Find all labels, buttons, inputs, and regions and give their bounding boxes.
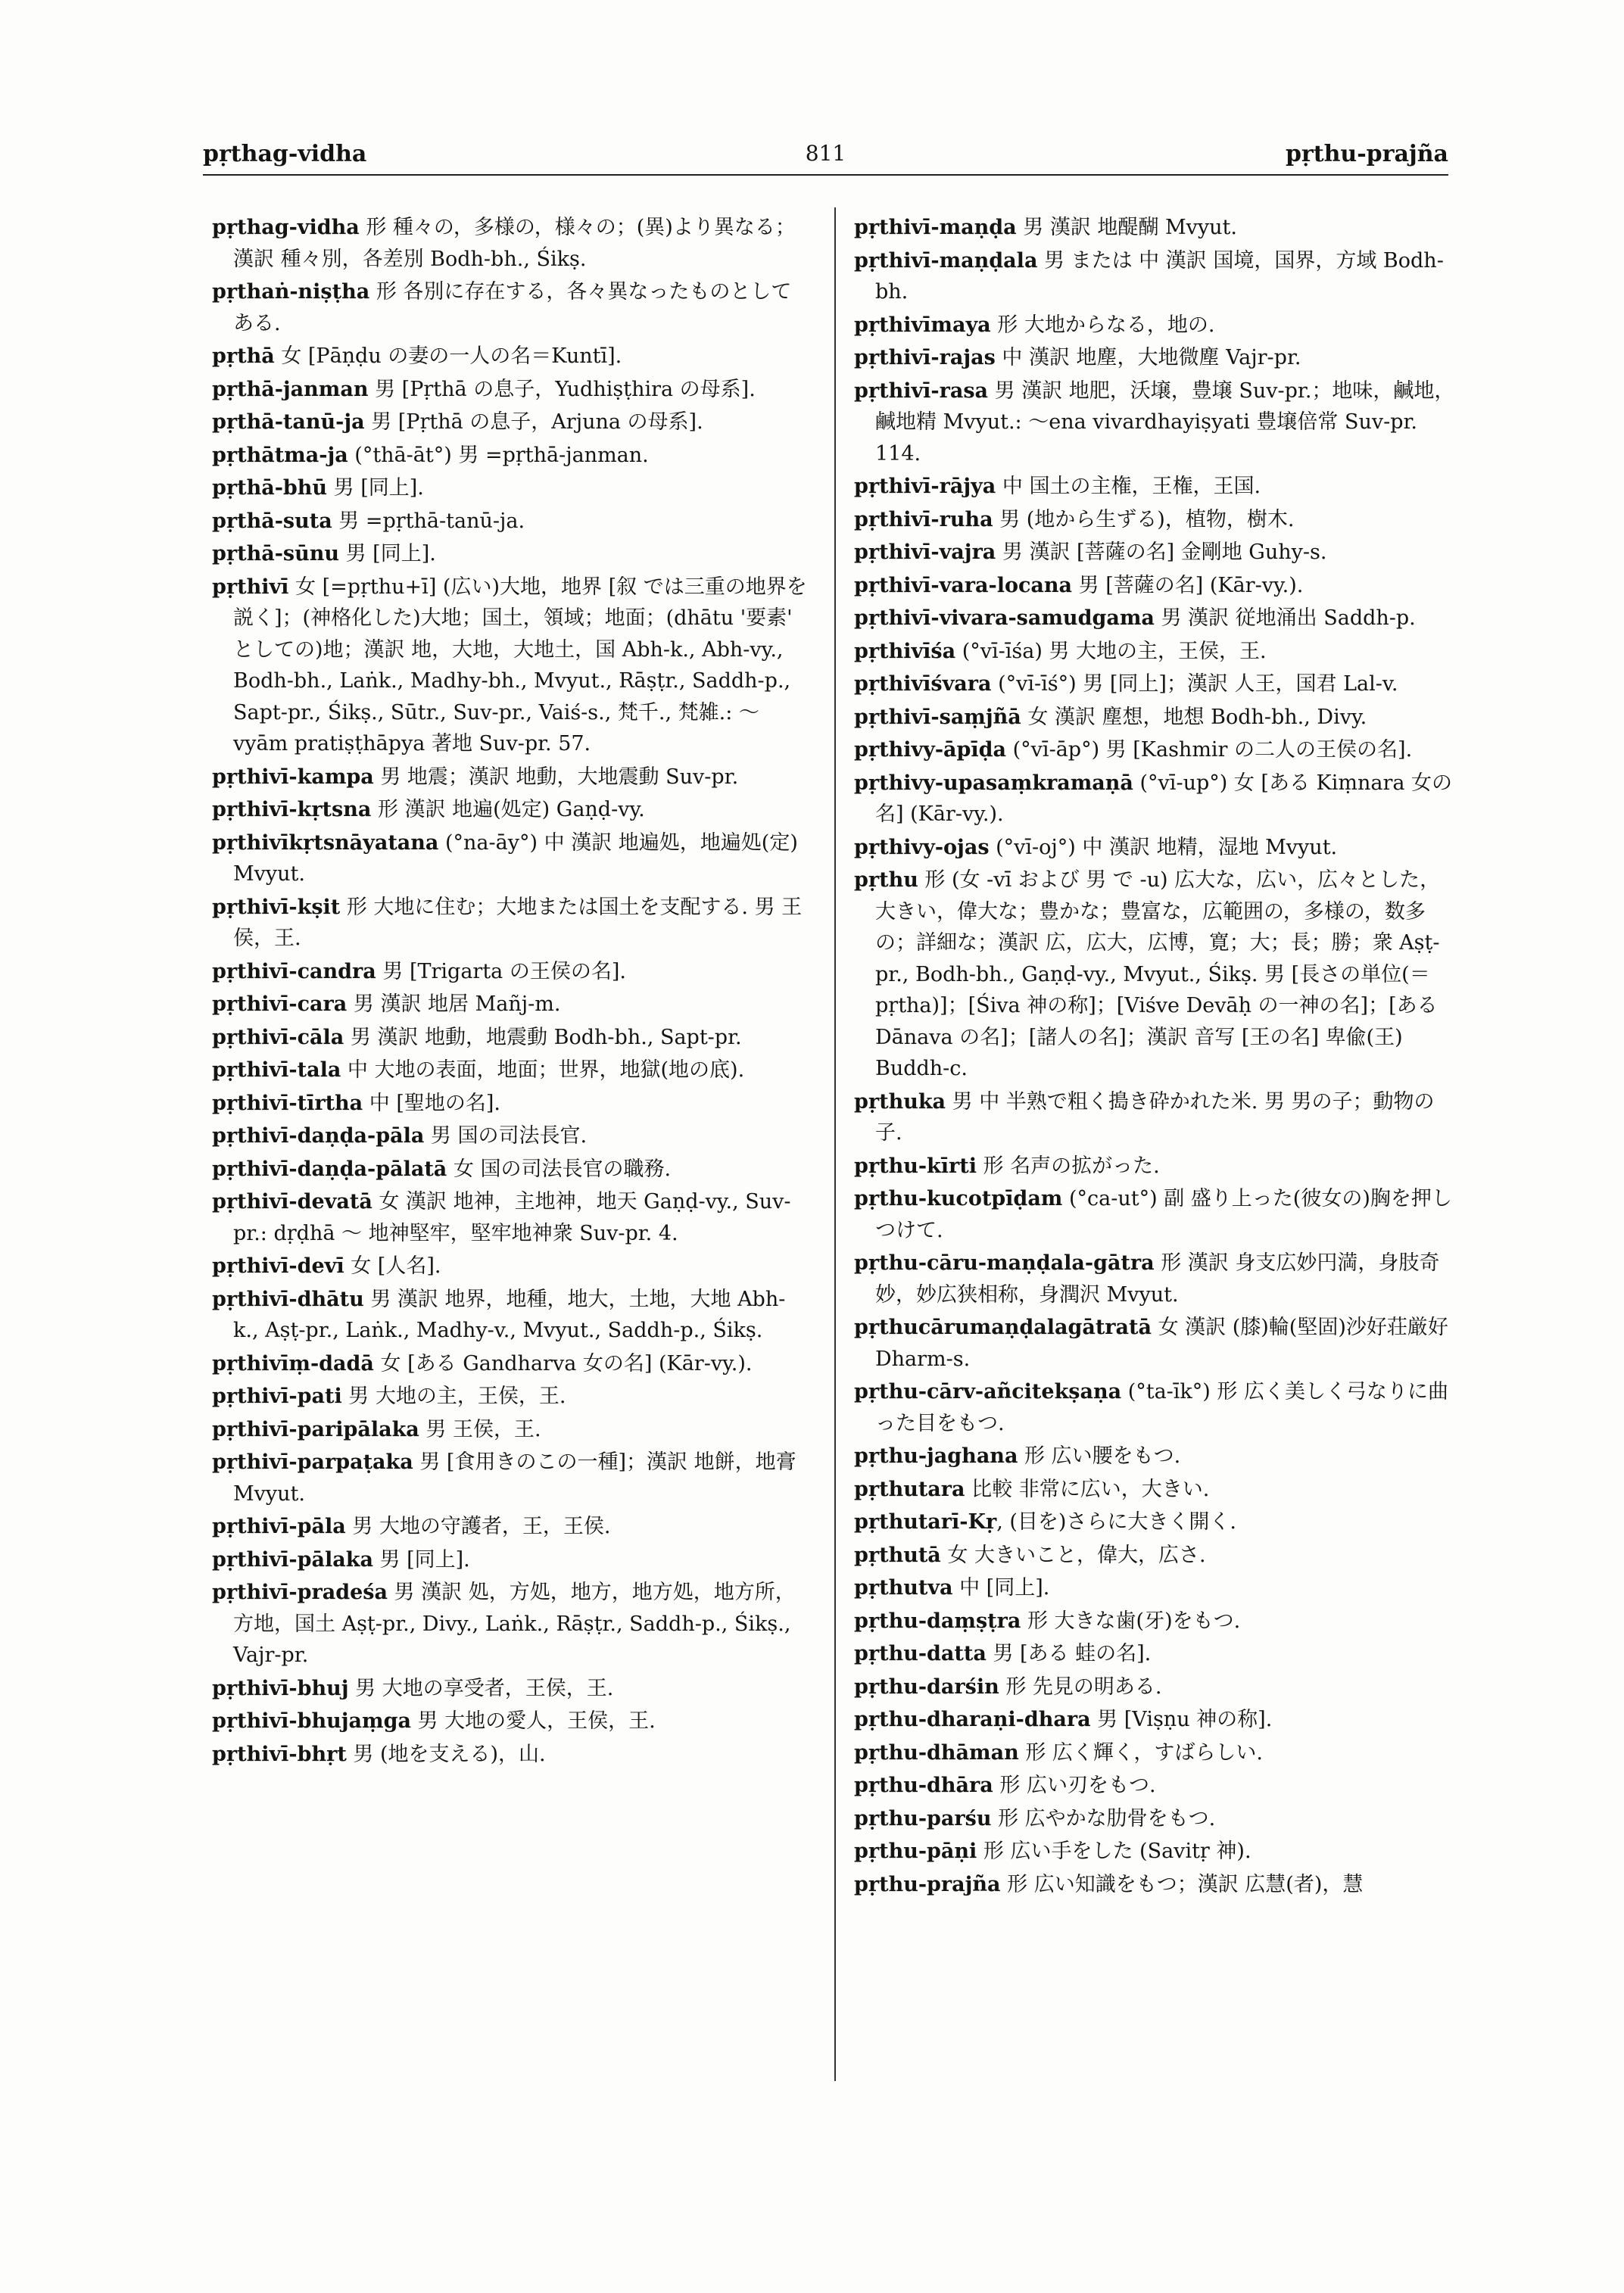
entry-definition: 男 大地の主，王侯，王. [341,1385,566,1408]
dictionary-entry [854,1803,1460,1835]
entry-definition: (°thā-āt°) 男 =pṛthā-janman. [348,443,649,467]
entry-definition: 男 [同上]. [372,1547,470,1572]
entry-headword: pṛthu-jaghana [854,1444,1018,1468]
entry-headword: pṛthivī-bhuj [212,1676,349,1700]
entry-headword: pṛthivī-dhātu [212,1287,364,1311]
entry-headword: pṛthu-kīrti [854,1154,977,1178]
dictionary-entry [854,1770,1460,1802]
entry-definition: 男 国の司法長官. [424,1124,588,1148]
entry-headword: pṛthuka [854,1089,946,1114]
dictionary-entry [212,1577,810,1671]
entry-headword: pṛthivī-bhujaṃga [212,1709,411,1733]
entry-headword: pṛthivī-maṇḍa [854,216,1017,239]
dictionary-entry [212,374,810,406]
entry-definition: 女 漢訳 (膝)輪(堅固)沙好荘厳好 Dharm-s. [875,1316,1448,1371]
dictionary-entry [212,572,810,760]
entry-headword: pṛthutara [854,1477,965,1501]
dictionary-entry [854,570,1460,602]
entry-headword: pṛthu-prajña [854,1872,1001,1896]
page-header [203,141,1448,176]
entry-headword: pṛthivīmaya [854,313,991,337]
dictionary-entry [854,375,1460,470]
dictionary-entry [854,1474,1460,1506]
entry-headword: pṛthivī-tala [212,1058,341,1082]
dictionary-entry [212,276,810,339]
entry-headword: pṛthivī-cara [212,992,348,1016]
entry-definition: 男 漢訳 従地涌出 Saddh-p. [1154,606,1416,630]
entry-definition: 男 =pṛthā-tanū-ja. [332,509,525,533]
entry-headword: pṛthivī-devatā [212,1190,372,1213]
dictionary-entry [212,341,810,372]
dictionary-entry [854,1638,1460,1670]
dictionary-entry [212,1120,810,1152]
header-right-guideword: pṛthu-prajña [1285,141,1448,167]
dictionary-entry [212,989,810,1020]
dictionary-entry [212,1154,810,1185]
entry-headword: pṛthu [854,868,918,892]
entry-headword: pṛthivy-āpīḍa [854,738,1007,762]
dictionary-entry [854,1737,1460,1769]
entry-definition: 男 大地の守護者，王，王侯. [345,1515,611,1538]
entry-definition: (°vī-up°) 女 [ある Kiṃnara 女の名] (Kār-vy.). [875,771,1453,826]
entry-headword: pṛthivī-cāla [212,1025,344,1049]
entry-definition: 形 広やかな肋骨をもつ. [991,1806,1216,1830]
dictionary-entry [854,1183,1460,1246]
entry-definition: 中 国土の主権，王権，王国. [996,475,1261,498]
dictionary-entry [212,472,810,504]
entry-headword: pṛthu-cārv-añcitekṣaṇa [854,1380,1122,1404]
entry-headword: pṛthivī-kṣit [212,895,341,919]
entry-definition: 男 漢訳 地動，地震動 Bodh-bh., Sapt-pr. [344,1025,742,1049]
entry-definition: 男 漢訳 地居 Mañj-m. [347,992,561,1016]
dictionary-entry [854,212,1460,244]
entry-headword: pṛthu-dhāman [854,1740,1019,1765]
dictionary-entry [854,1441,1460,1472]
entry-definition: 中 [聖地の名]. [363,1091,500,1115]
entry-headword: pṛthivī-saṃjñā [854,705,1021,729]
entry-headword: pṛthutā [854,1543,941,1567]
dictionary-entry [854,832,1460,864]
entry-definition: 男 [ある 蛙の名]. [986,1642,1152,1665]
entry-headword: pṛthivī-kṛtsna [212,798,372,821]
entry-headword: pṛthivī-rasa [854,379,989,403]
entry-definition: (°vī-oj°) 中 漢訳 地精，湿地 Mvyut. [989,835,1338,859]
entry-definition: 形 種々の，多様の，様々の；(異)より異なる；漢訳 種々別，各差別 Bodh-bh., Śikṣ. [233,216,796,271]
entry-headword: pṛthā-suta [212,509,332,533]
entry-definition: 男 (地を支える)，山. [346,1742,546,1766]
entry-headword: pṛthu-darśin [854,1675,999,1699]
dictionary-entry [854,603,1460,634]
dictionary-entry [212,1447,810,1509]
entry-headword: pṛthivīkṛtsnāyatana [212,830,439,855]
dictionary-entry [212,1739,810,1771]
entry-definition: 女 漢訳 地神，主地神，地天 Gaṇḍ-vy., Suv-pr.: dṛḍhā ～ 地神堅牢，堅牢地神衆 Suv-pr. 4. [233,1190,791,1245]
entry-definition: 女 [人名]. [344,1254,441,1278]
entry-headword: pṛthā [212,344,275,368]
dictionary-entry [854,1312,1460,1375]
dictionary-entry [854,1836,1460,1868]
entry-definition: 男 大地の愛人，王侯，王. [410,1709,656,1733]
page-number: 811 [805,141,846,166]
dictionary-entry [212,440,810,472]
entry-definition: , (目を)さらに大きく開く. [996,1510,1237,1534]
dictionary-entry [212,506,810,537]
dictionary-entry [854,310,1460,341]
dictionary-entry [854,245,1460,308]
entry-headword: pṛthu-dhāra [854,1774,993,1797]
entry-definition: 形 大地に住む；大地または国土を支配する. 男 王侯，王. [233,895,803,950]
entry-definition: 男 地震；漢訳 地動，大地震動 Suv-pr. [373,765,739,789]
entry-definition: 中 [同上]. [952,1576,1050,1600]
dictionary-entry [854,768,1460,830]
dictionary-entry [212,1186,810,1249]
entry-headword: pṛthaṅ-niṣṭha [212,280,370,304]
dictionary-entry [212,407,810,438]
dictionary-entry [212,1414,810,1446]
dictionary-entry [854,734,1460,766]
entry-definition: 形 名声の拡がった. [976,1154,1160,1178]
dictionary-entry [212,1544,810,1576]
entry-headword: pṛthivī-rajas [854,346,996,369]
entry-definition: 形 広い刃をもつ. [993,1774,1156,1797]
entry-headword: pṛthā-tanū-ja [212,410,365,434]
dictionary-entry [212,1348,810,1380]
dictionary-entry [212,794,810,826]
entry-definition: 男 [食用きのこの一種]；漢訳 地餅，地膏 Mvyut. [233,1450,796,1506]
entry-definition: 形 広い手をした (Savitṛ 神). [977,1840,1252,1863]
dictionary-entry [854,1376,1460,1439]
entry-definition: 形 各別に存在する，各々異なったものとしてある. [233,280,792,335]
entry-definition: 女 漢訳 塵想，地想 Bodh-bh., Divy. [1021,705,1367,729]
entry-headword: pṛthivī-ruha [854,507,993,531]
dictionary-entry [212,1088,810,1120]
entry-definition: 形 先見の明ある. [999,1675,1162,1699]
dictionary-entry [212,1284,810,1347]
entry-headword: pṛthu-dharaṇi-dhara [854,1708,1091,1731]
dictionary-entry [854,504,1460,536]
entry-definition: 男 漢訳 処，方処，地方，地方処，地方所，方地，国土 Aṣṭ-pr., Divy., Laṅk., Rāṣṭr., Saddh-p., Śikṣ., Vajr-pr. [233,1581,796,1667]
entry-definition: 女 国の司法長官の職務. [447,1157,672,1181]
entry-headword: pṛthivīśa [854,639,956,663]
dictionary-entry [212,1511,810,1543]
dictionary-entry [854,1869,1460,1901]
entry-definition: 形 大きな歯(牙)をもつ. [1021,1609,1241,1633]
dictionary-entry [212,1381,810,1413]
entry-definition: 男 漢訳 地肥，沃壌，豊壌 Suv-pr.；地味，鹹地，鹹地精 Mvyut.: ～ena vivardhayiṣyati 豊壌倍常 Suv-pr. 114. [875,379,1455,466]
entry-definition: 形 (女 -vī および 男 で -u) 広大な，広い，広々とした，大きい，偉大な；豊かな；豊富な，広範囲の，多様の，数多の；詳細な；漢訳 広，広大，広博，寛；大；長；勝；衆 Aṣṭ-pr., Bodh-bh., Gaṇḍ-vy., Mvyut., Śikṣ. 男 [長さの単位(＝pṛtha)]；[Śiva 神の称]；[Viśve Devāḥ の一神の名]；[ある Dānava の名]；[諸人の名]；漢訳 音写 [王の名] 卑偸(王) Buddh-c. [875,868,1441,1080]
entry-definition: 形 漢訳 地遍(処定) Gaṇḍ-vy. [371,798,645,821]
dictionary-entry [212,827,810,890]
entry-headword: pṛthu-daṃṣṭra [854,1609,1021,1633]
entry-definition: 男 [Pṛthā の息子，Yudhiṣṭhira の母系]. [368,377,756,401]
dictionary-entry [854,865,1460,1085]
entry-headword: pṛthu-cāru-maṇḍala-gātra [854,1251,1155,1275]
right-column [854,212,1460,1902]
entry-headword: pṛthivī-vajra [854,541,996,564]
entry-definition: 形 大地からなる，地の. [990,313,1215,337]
entry-definition: 女 [ある Gandharva 女の名] (Kār-vy.). [373,1351,753,1375]
entry-headword: pṛthivī-maṇḍala [854,248,1038,273]
entry-definition: 形 広い知識をもつ；漢訳 広慧(者)，慧 [1000,1872,1364,1896]
entry-headword: pṛthā-janman [212,377,369,401]
entry-headword: pṛthu-pāṇi [854,1840,977,1863]
entry-headword: pṛthātma-ja [212,443,348,467]
entry-headword: pṛthivy-ojas [854,835,990,859]
entry-definition: 女 [Pāṇḍu の妻の一人の名＝Kuntī]. [274,344,622,368]
dictionary-entry [212,956,810,988]
entry-definition: 男 [同上]. [339,542,436,565]
entry-definition: 中 漢訳 地塵，大地微塵 Vajr-pr. [995,346,1301,369]
dictionary-entry [854,1248,1460,1310]
entry-headword: pṛthivī-daṇḍa-pālatā [212,1157,447,1181]
entry-definition: (°vī-īś°) 男 [同上]；漢訳 人王，国君 Lal-v. [991,672,1398,696]
entry-definition: 男 [Pṛthā の息子，Arjuna の母系]. [364,410,703,434]
dictionary-entry [854,1606,1460,1637]
entry-headword: pṛthivī-rājya [854,475,996,498]
entry-definition: 男 [同上]. [327,476,424,500]
entry-definition: (°ta-īk°) 形 広く美しく弓なりに曲った目をもつ. [875,1380,1448,1435]
entry-headword: pṛthivī-pāla [212,1515,346,1538]
entry-headword: pṛthu-datta [854,1642,987,1665]
dictionary-entry [854,1086,1460,1149]
entry-definition: (°vī-āp°) 男 [Kashmir の二人の王侯の名]. [1006,738,1413,762]
dictionary-entry [212,538,810,570]
entry-headword: pṛthivī-vivara-samudgama [854,606,1155,630]
header-left-guideword: pṛthag-vidha [203,141,367,167]
dictionary-entry [212,892,810,955]
dictionary-entry [854,342,1460,374]
entry-definition: 形 広い腰をもつ. [1018,1444,1181,1468]
entry-definition: 形 漢訳 身支広妙円満，身肢奇妙，妙広狭相称，身潤沢 Mvyut. [875,1251,1440,1307]
entry-headword: pṛthu-kucotpīḍam [854,1187,1063,1210]
dictionary-entry [854,1506,1460,1538]
entry-headword: pṛthivī-kampa [212,765,374,789]
entry-headword: pṛthivī-tīrtha [212,1091,363,1115]
entry-headword: pṛthutarī-Kṛ [854,1510,997,1534]
entry-definition: (°na-āy°) 中 漢訳 地遍処，地遍処(定) Mvyut. [233,830,798,886]
dictionary-entry [854,668,1460,700]
entry-definition: 男 漢訳 地界，地種，地大，土地，大地 Abh-k., Aṣṭ-pr., Laṅk., Madhy-v., Mvyut., Saddh-p., Śikṣ. [233,1287,786,1342]
entry-headword: pṛthivī-pati [212,1385,342,1408]
entry-headword: pṛthag-vidha [212,216,360,239]
entry-headword: pṛthā-bhū [212,476,328,500]
entry-headword: pṛthivy-upasaṃkramaṇā [854,771,1133,795]
entry-definition: 男 漢訳 地醍醐 Mvyut. [1016,216,1237,239]
entry-headword: pṛthivī-candra [212,959,376,983]
entry-definition: 男 (地から生ずる)，植物，樹木. [993,507,1295,531]
entry-headword: pṛthivī-devī [212,1254,344,1278]
entry-definition: 男 中 半熟で粗く搗き砕かれた米. 男 男の子；動物の子. [875,1089,1435,1145]
dictionary-entry [212,762,810,793]
entry-headword: pṛthivī-vara-locana [854,573,1073,597]
entry-headword: pṛthā-sūnu [212,542,339,565]
entry-definition: 女 大きいこと，偉大，広さ. [940,1543,1206,1567]
entry-definition: 形 広く輝く，すばらしい. [1018,1740,1263,1765]
column-divider [834,207,836,2081]
dictionary-entry [854,1151,1460,1182]
left-column [212,212,810,1771]
dictionary-entry [212,1022,810,1054]
entry-headword: pṛthivī-paripālaka [212,1417,419,1441]
dictionary-entry [854,702,1460,734]
dictionary-entry [854,1704,1460,1736]
entry-definition: (°ca-ut°) 副 盛り上った(彼女の)胸を押しつけて. [875,1187,1452,1242]
entry-definition: 男 [Trigarta の王侯の名]. [376,959,626,983]
entry-headword: pṛthivīṃ-dadā [212,1351,374,1375]
dictionary-entry [212,212,810,275]
entry-definition: 男 [菩薩の名] (Kār-vy.). [1072,573,1304,597]
dictionary-entry [854,537,1460,569]
entry-definition: 男 [Viṣṇu 神の称]. [1090,1708,1273,1731]
entry-definition: 男 王侯，王. [419,1417,541,1441]
dictionary-entry [854,1671,1460,1703]
entry-headword: pṛthucārumaṇḍalagātratā [854,1316,1152,1339]
entry-definition: 男 または 中 漢訳 国境，国界，方域 Bodh-bh. [875,248,1444,304]
entry-definition: 男 大地の享受者，王侯，王. [348,1676,614,1700]
entry-definition: 男 漢訳 [菩薩の名] 金剛地 Guhy-s. [996,541,1327,564]
dictionary-entry [212,1706,810,1737]
entry-definition: 女 [=pṛthu+ī] (広い)大地，地界 [叙 では三重の地界を説く]；(神格化した)大地；国土，領域；地面；(dhātu '要素' としての)地；漢訳 地，大地，大地土，国 Abh-k., Abh-vy., Bodh-bh., Laṅk., Madhy-bh., Mvyut., Rāṣṭr., Saddh-p., Sapt-pr., Śikṣ., Sūtr., Suv-pr., Vaiś-s., 梵千., 梵雑.: ～vyām pratiṣṭhāpya 著地 Suv-pr. 57. [233,575,807,756]
entry-headword: pṛthivī-pradeśa [212,1581,388,1604]
entry-headword: pṛthutva [854,1576,953,1600]
entry-headword: pṛthivīśvara [854,672,992,696]
dictionary-entry [212,1251,810,1282]
dictionary-entry [854,1572,1460,1604]
dictionary-entry [854,1540,1460,1572]
entry-headword: pṛthu-parśu [854,1806,992,1830]
dictionary-entry [854,471,1460,503]
entry-headword: pṛthivī [212,575,289,599]
entry-headword: pṛthivī-pālaka [212,1547,373,1572]
dictionary-entry [854,636,1460,668]
dictionary-entry [212,1055,810,1086]
dictionary-entry [212,1673,810,1705]
entry-headword: pṛthivī-parpaṭaka [212,1450,413,1474]
entry-headword: pṛthivī-bhṛt [212,1742,347,1766]
entry-headword: pṛthivī-daṇḍa-pāla [212,1124,425,1148]
entry-definition: (°vī-īśa) 男 大地の主，王侯，王. [955,639,1267,663]
entry-definition: 比較 非常に広い，大きい. [965,1477,1210,1501]
entry-definition: 中 大地の表面，地面；世界，地獄(地の底). [341,1058,745,1082]
